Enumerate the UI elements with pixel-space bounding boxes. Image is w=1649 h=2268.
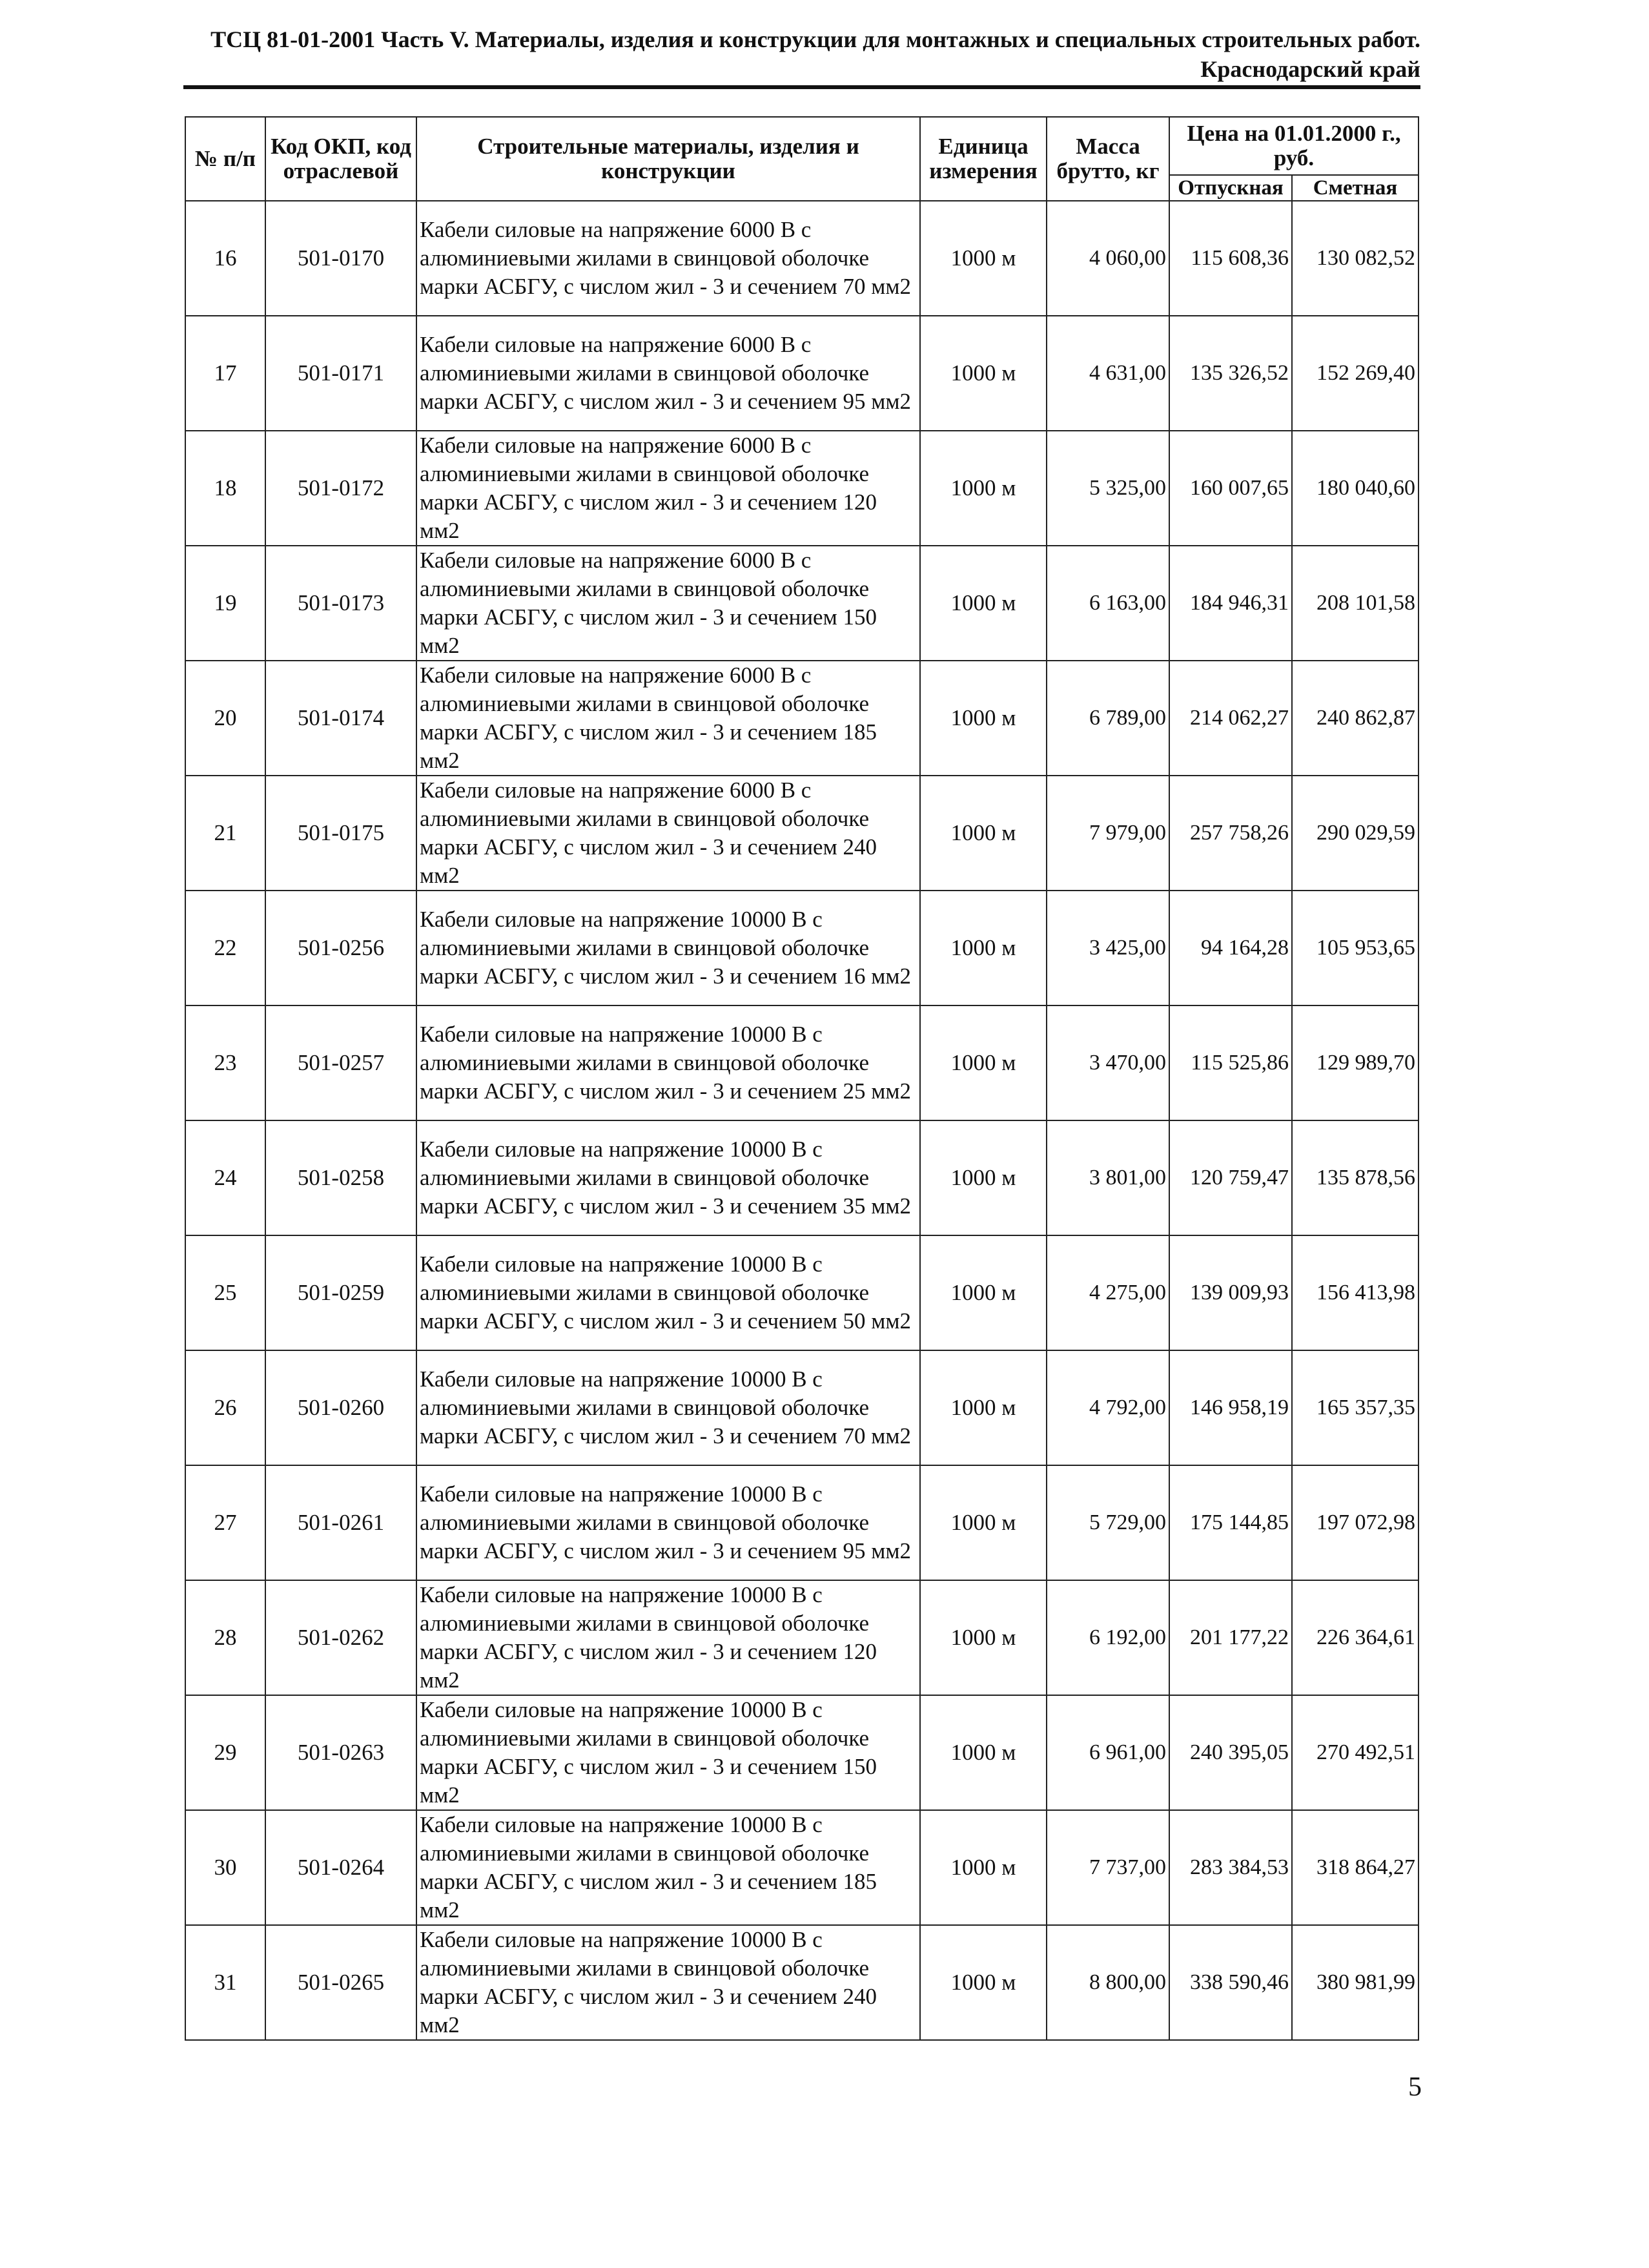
col-header-price: Цена на 01.01.2000 г., руб. (1169, 117, 1419, 175)
cell-code: 501-0174 (265, 661, 416, 776)
header-divider (183, 85, 1420, 89)
cell-name: Кабели силовые на напряжение 10000 В с алюминиевыми жилами в свинцовой оболочке марки АСБГУ, с числом жил - 3 и сечением 50 мм2 (416, 1235, 920, 1350)
cell-mass: 5 729,00 (1047, 1465, 1169, 1580)
cell-num: 18 (185, 431, 265, 546)
cell-estimate-price: 129 989,70 (1292, 1005, 1419, 1120)
cell-release-price: 214 062,27 (1169, 661, 1292, 776)
cell-num: 24 (185, 1120, 265, 1235)
cell-num: 31 (185, 1925, 265, 2040)
cell-mass: 3 425,00 (1047, 891, 1169, 1005)
cell-unit: 1000 м (920, 1350, 1047, 1465)
cell-num: 20 (185, 661, 265, 776)
cell-code: 501-0173 (265, 546, 416, 661)
cell-mass: 6 961,00 (1047, 1695, 1169, 1810)
cell-code: 501-0259 (265, 1235, 416, 1350)
cell-num: 23 (185, 1005, 265, 1120)
cell-name: Кабели силовые на напряжение 6000 В с алюминиевыми жилами в свинцовой оболочке марки АСБГУ, с числом жил - 3 и сечением 120 мм2 (416, 431, 920, 546)
cell-code: 501-0263 (265, 1695, 416, 1810)
cell-num: 19 (185, 546, 265, 661)
cell-release-price: 257 758,26 (1169, 776, 1292, 891)
cell-name: Кабели силовые на напряжение 6000 В с алюминиевыми жилами в свинцовой оболочке марки АСБГУ, с числом жил - 3 и сечением 185 мм2 (416, 661, 920, 776)
cell-unit: 1000 м (920, 201, 1047, 316)
table-row (185, 1580, 1419, 1695)
cell-estimate-price: 208 101,58 (1292, 546, 1419, 661)
cell-name: Кабели силовые на напряжение 10000 В с алюминиевыми жилами в свинцовой оболочке марки АСБГУ, с числом жил - 3 и сечением 95 мм2 (416, 1465, 920, 1580)
table-row (185, 1925, 1419, 2040)
cell-num: 29 (185, 1695, 265, 1810)
cell-estimate-price: 380 981,99 (1292, 1925, 1419, 2040)
cell-name: Кабели силовые на напряжение 10000 В с алюминиевыми жилами в свинцовой оболочке марки АСБГУ, с числом жил - 3 и сечением 70 мм2 (416, 1350, 920, 1465)
cell-release-price: 201 177,22 (1169, 1580, 1292, 1695)
cell-release-price: 146 958,19 (1169, 1350, 1292, 1465)
cell-num: 21 (185, 776, 265, 891)
cell-unit: 1000 м (920, 316, 1047, 431)
cell-unit: 1000 м (920, 1810, 1047, 1925)
cell-name: Кабели силовые на напряжение 10000 В с алюминиевыми жилами в свинцовой оболочке марки АСБГУ, с числом жил - 3 и сечением 150 мм2 (416, 1695, 920, 1810)
cell-mass: 5 325,00 (1047, 431, 1169, 546)
table-row (185, 661, 1419, 776)
document-header-title: ТСЦ 81-01-2001 Часть V. Материалы, изделия и конструкции для монтажных и специальных строительных работ. (210, 26, 1420, 52)
cell-mass: 6 163,00 (1047, 546, 1169, 661)
cell-mass: 4 275,00 (1047, 1235, 1169, 1350)
cell-release-price: 135 326,52 (1169, 316, 1292, 431)
cell-unit: 1000 м (920, 546, 1047, 661)
col-header-name: Строительные материалы, изделия и конструкции (416, 117, 920, 201)
cell-name: Кабели силовые на напряжение 6000 В с алюминиевыми жилами в свинцовой оболочке марки АСБГУ, с числом жил - 3 и сечением 95 мм2 (416, 316, 920, 431)
cell-unit: 1000 м (920, 661, 1047, 776)
cell-code: 501-0261 (265, 1465, 416, 1580)
cell-mass: 3 801,00 (1047, 1120, 1169, 1235)
cell-name: Кабели силовые на напряжение 10000 В с алюминиевыми жилами в свинцовой оболочке марки АСБГУ, с числом жил - 3 и сечением 240 мм2 (416, 1925, 920, 2040)
cell-estimate-price: 165 357,35 (1292, 1350, 1419, 1465)
cell-num: 26 (185, 1350, 265, 1465)
cell-estimate-price: 318 864,27 (1292, 1810, 1419, 1925)
cell-name: Кабели силовые на напряжение 10000 В с алюминиевыми жилами в свинцовой оболочке марки АСБГУ, с числом жил - 3 и сечением 25 мм2 (416, 1005, 920, 1120)
cell-mass: 4 792,00 (1047, 1350, 1169, 1465)
table-row (185, 1465, 1419, 1580)
cell-mass: 7 737,00 (1047, 1810, 1169, 1925)
cell-estimate-price: 130 082,52 (1292, 201, 1419, 316)
cell-release-price: 115 525,86 (1169, 1005, 1292, 1120)
cell-unit: 1000 м (920, 1465, 1047, 1580)
cell-mass: 6 192,00 (1047, 1580, 1169, 1695)
cell-code: 501-0264 (265, 1810, 416, 1925)
cell-code: 501-0256 (265, 891, 416, 1005)
cell-release-price: 120 759,47 (1169, 1120, 1292, 1235)
cell-num: 30 (185, 1810, 265, 1925)
cell-code: 501-0171 (265, 316, 416, 431)
cell-estimate-price: 240 862,87 (1292, 661, 1419, 776)
table-row (185, 776, 1419, 891)
cell-estimate-price: 152 269,40 (1292, 316, 1419, 431)
col-header-unit: Единица измерения (920, 117, 1047, 201)
cell-unit: 1000 м (920, 1235, 1047, 1350)
cell-release-price: 160 007,65 (1169, 431, 1292, 546)
cell-mass: 4 631,00 (1047, 316, 1169, 431)
cell-code: 501-0258 (265, 1120, 416, 1235)
table-row (185, 1350, 1419, 1465)
table-row (185, 1120, 1419, 1235)
cell-release-price: 139 009,93 (1169, 1235, 1292, 1350)
cell-name: Кабели силовые на напряжение 6000 В с алюминиевыми жилами в свинцовой оболочке марки АСБГУ, с числом жил - 3 и сечением 240 мм2 (416, 776, 920, 891)
cell-release-price: 240 395,05 (1169, 1695, 1292, 1810)
table-row (185, 891, 1419, 1005)
cell-name: Кабели силовые на напряжение 10000 В с алюминиевыми жилами в свинцовой оболочке марки АСБГУ, с числом жил - 3 и сечением 185 мм2 (416, 1810, 920, 1925)
cell-unit: 1000 м (920, 1925, 1047, 2040)
cell-code: 501-0172 (265, 431, 416, 546)
cell-unit: 1000 м (920, 891, 1047, 1005)
table-row (185, 546, 1419, 661)
table-row (185, 1695, 1419, 1810)
cell-unit: 1000 м (920, 431, 1047, 546)
cell-num: 28 (185, 1580, 265, 1695)
cell-code: 501-0262 (265, 1580, 416, 1695)
col-header-release: Отпускная (1169, 175, 1292, 201)
cell-estimate-price: 180 040,60 (1292, 431, 1419, 546)
materials-price-table (185, 116, 1419, 2041)
cell-code: 501-0175 (265, 776, 416, 891)
cell-estimate-price: 156 413,98 (1292, 1235, 1419, 1350)
cell-code: 501-0260 (265, 1350, 416, 1465)
cell-estimate-price: 226 364,61 (1292, 1580, 1419, 1695)
cell-code: 501-0257 (265, 1005, 416, 1120)
cell-release-price: 338 590,46 (1169, 1925, 1292, 2040)
page-number: 5 (1408, 2072, 1422, 2102)
table-row (185, 1235, 1419, 1350)
table-row (185, 201, 1419, 316)
col-header-code: Код ОКП, код отраслевой (265, 117, 416, 201)
cell-num: 17 (185, 316, 265, 431)
cell-name: Кабели силовые на напряжение 10000 В с алюминиевыми жилами в свинцовой оболочке марки АСБГУ, с числом жил - 3 и сечением 35 мм2 (416, 1120, 920, 1235)
cell-unit: 1000 м (920, 776, 1047, 891)
col-header-num: № п/п (185, 117, 265, 201)
cell-unit: 1000 м (920, 1695, 1047, 1810)
cell-release-price: 283 384,53 (1169, 1810, 1292, 1925)
cell-estimate-price: 135 878,56 (1292, 1120, 1419, 1235)
document-header-region: Краснодарский край (1200, 56, 1420, 82)
cell-estimate-price: 270 492,51 (1292, 1695, 1419, 1810)
cell-estimate-price: 105 953,65 (1292, 891, 1419, 1005)
cell-release-price: 94 164,28 (1169, 891, 1292, 1005)
cell-name: Кабели силовые на напряжение 10000 В с алюминиевыми жилами в свинцовой оболочке марки АСБГУ, с числом жил - 3 и сечением 120 мм2 (416, 1580, 920, 1695)
table-row (185, 1810, 1419, 1925)
cell-mass: 3 470,00 (1047, 1005, 1169, 1120)
cell-release-price: 115 608,36 (1169, 201, 1292, 316)
cell-estimate-price: 290 029,59 (1292, 776, 1419, 891)
cell-mass: 8 800,00 (1047, 1925, 1169, 2040)
col-header-estimate: Сметная (1292, 175, 1419, 201)
cell-name: Кабели силовые на напряжение 6000 В с алюминиевыми жилами в свинцовой оболочке марки АСБГУ, с числом жил - 3 и сечением 150 мм2 (416, 546, 920, 661)
cell-unit: 1000 м (920, 1120, 1047, 1235)
table-row (185, 316, 1419, 431)
cell-name: Кабели силовые на напряжение 10000 В с алюминиевыми жилами в свинцовой оболочке марки АСБГУ, с числом жил - 3 и сечением 16 мм2 (416, 891, 920, 1005)
cell-mass: 4 060,00 (1047, 201, 1169, 316)
cell-release-price: 184 946,31 (1169, 546, 1292, 661)
cell-code: 501-0170 (265, 201, 416, 316)
cell-num: 27 (185, 1465, 265, 1580)
cell-unit: 1000 м (920, 1005, 1047, 1120)
cell-num: 22 (185, 891, 265, 1005)
cell-unit: 1000 м (920, 1580, 1047, 1695)
cell-code: 501-0265 (265, 1925, 416, 2040)
cell-estimate-price: 197 072,98 (1292, 1465, 1419, 1580)
table-row (185, 431, 1419, 546)
cell-mass: 7 979,00 (1047, 776, 1169, 891)
table-row (185, 1005, 1419, 1120)
col-header-mass: Масса брутто, кг (1047, 117, 1169, 201)
cell-mass: 6 789,00 (1047, 661, 1169, 776)
cell-name: Кабели силовые на напряжение 6000 В с алюминиевыми жилами в свинцовой оболочке марки АСБГУ, с числом жил - 3 и сечением 70 мм2 (416, 201, 920, 316)
cell-num: 16 (185, 201, 265, 316)
cell-num: 25 (185, 1235, 265, 1350)
cell-release-price: 175 144,85 (1169, 1465, 1292, 1580)
